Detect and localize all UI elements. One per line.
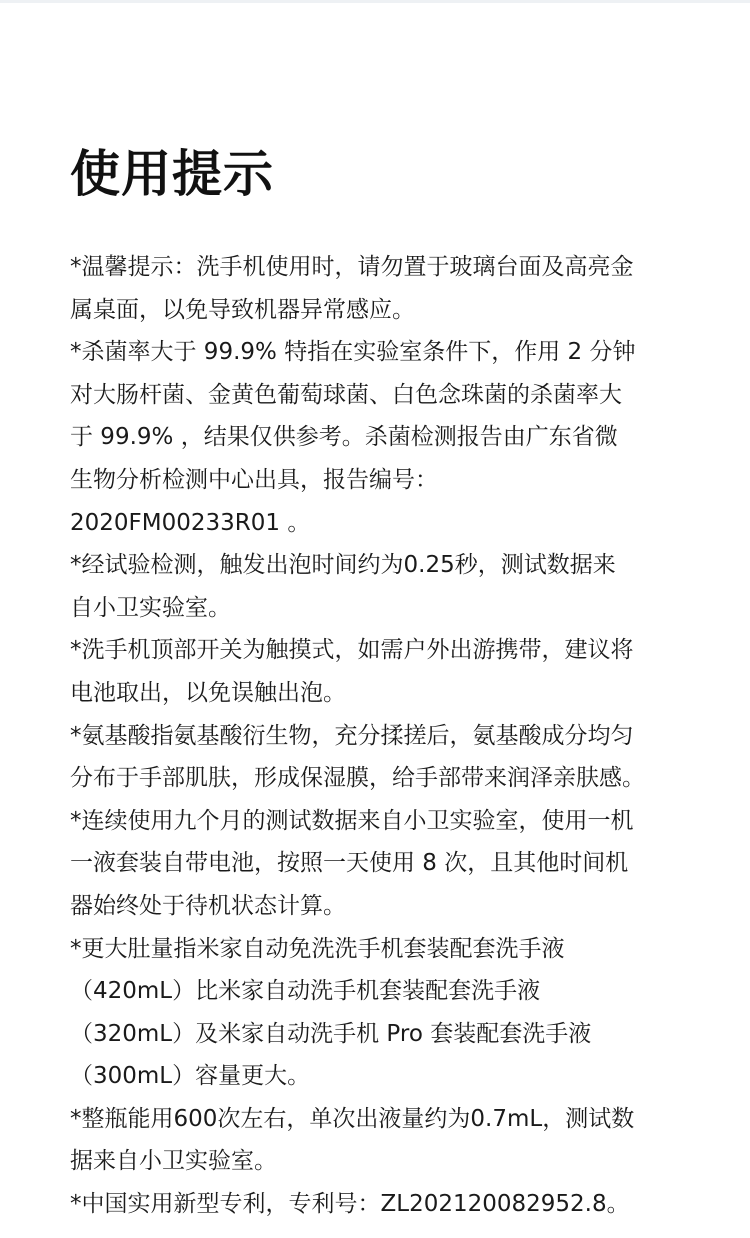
tip-amino-acid: *氨基酸指氨基酸衍生物，充分揉搓后，氨基酸成分均匀 分布于手部肌肤，形成保湿膜，给手部带来润泽亲肤感。: [70, 722, 645, 792]
tip-touch-switch: *洗手机顶部开关为触摸式，如需户外出游携带，建议将 电池取出，以免误触出泡。: [70, 637, 634, 706]
tip-nine-months-usage: *连续使用九个月的测试数据来自小卫实验室，使用一机 一液套装自带电池，按照一天使用 8 次，且其他时间机 器始终处于待机状态计算。: [70, 807, 634, 919]
tip-foam-trigger-time: *经试验检测，触发出泡时间约为0.25秒，测试数据来 自小卫实验室。: [70, 552, 616, 621]
usage-tips-section: [70, 140, 690, 1226]
tip-glass-surface: *温馨提示：洗手机使用时，请勿置于玻璃台面及高亮金 属桌面，以免导致机器异常感应。: [70, 254, 634, 323]
tips-list: [70, 246, 690, 1226]
tip-patent-number: *中国实用新型专利，专利号：ZL202120082952.8。: [70, 1191, 630, 1218]
top-edge-divider: [0, 0, 750, 3]
page-title: 使用提示: [70, 145, 274, 203]
tip-larger-capacity: *更大肚量指米家自动免洗洗手机套装配套洗手液 （420mL）比米家自动洗手机套装配套洗手液 （320mL）及米家自动洗手机 Pro 套装配套洗手液 （300mL）容量更大。: [70, 935, 592, 1090]
tip-sterilization-rate: *杀菌率大于 99.9% 特指在实验室条件下，作用 2 分钟 对大肠杆菌、金黄色葡萄球菌、白色念珠菌的杀菌率大 于 99.9% ，结果仅供参考。杀菌检测报告由广东省微 生物分析检测中心出具，报告编号： 2020FM00233R01 。: [70, 339, 636, 536]
tip-bottle-uses: *整瓶能用600次左右，单次出液量约为0.7mL，测试数 据来自小卫实验室。: [70, 1105, 635, 1175]
